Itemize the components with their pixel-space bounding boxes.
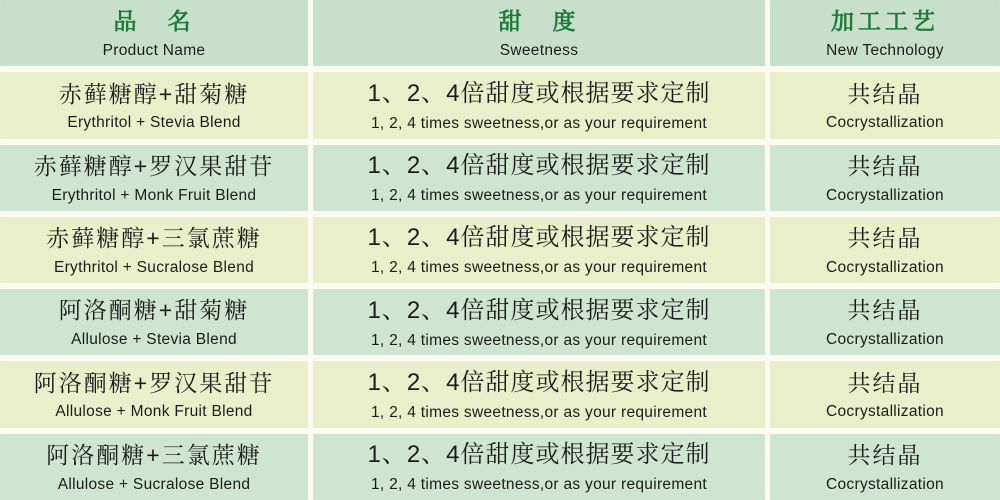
technology-cell <box>770 145 1000 211</box>
product-cell <box>0 72 308 138</box>
technology-en: Cocrystallization <box>826 114 944 132</box>
sweetness-zh: 1、2、4倍甜度或根据要求定制 <box>367 369 711 397</box>
product-cell <box>0 434 308 500</box>
product-name-zh: 阿洛酮糖+罗汉果甜苷 <box>33 369 275 396</box>
technology-en: Cocrystallization <box>826 258 944 276</box>
header-technology-en: New Technology <box>826 41 944 59</box>
technology-cell <box>770 434 1000 500</box>
sweetness-zh: 1、2、4倍甜度或根据要求定制 <box>367 224 711 252</box>
sweetness-cell <box>313 361 765 427</box>
sweetness-cell <box>313 145 765 211</box>
product-name-en: Allulose + Monk Fruit Blend <box>55 403 253 421</box>
product-name-zh: 赤藓糖醇+甜菊糖 <box>58 80 250 107</box>
sweetness-zh: 1、2、4倍甜度或根据要求定制 <box>367 152 711 180</box>
technology-zh: 共结晶 <box>847 441 923 468</box>
technology-zh: 共结晶 <box>847 225 923 252</box>
header-product-zh: 品 名 <box>113 8 195 35</box>
sweetness-en: 1, 2, 4 times sweetness,or as your requirement <box>371 476 707 494</box>
product-name-en: Allulose + Stevia Blend <box>71 331 237 349</box>
technology-cell <box>770 289 1000 355</box>
technology-zh: 共结晶 <box>847 297 923 324</box>
sweetness-cell <box>313 217 765 283</box>
product-name-en: Erythritol + Sucralose Blend <box>53 258 255 276</box>
product-name-en: Erythritol + Monk Fruit Blend <box>51 186 257 204</box>
sweetness-en: 1, 2, 4 times sweetness,or as your requirement <box>371 331 707 349</box>
header-cell-product <box>0 0 308 66</box>
product-cell <box>0 361 308 427</box>
sweetness-en: 1, 2, 4 times sweetness,or as your requirement <box>371 404 707 422</box>
technology-cell <box>770 217 1000 283</box>
technology-zh: 共结晶 <box>847 369 923 396</box>
header-cell-technology <box>770 0 1000 66</box>
product-cell <box>0 289 308 355</box>
technology-zh: 共结晶 <box>847 80 923 107</box>
technology-cell <box>770 72 1000 138</box>
product-name-zh: 赤藓糖醇+三氯蔗糖 <box>46 225 262 252</box>
product-cell <box>0 217 308 283</box>
header-sweetness-zh: 甜 度 <box>498 8 580 35</box>
header-cell-sweetness <box>313 0 765 66</box>
sweetness-zh: 1、2、4倍甜度或根据要求定制 <box>367 79 711 107</box>
header-sweetness-en: Sweetness <box>499 41 579 59</box>
sweetness-cell <box>313 289 765 355</box>
sweetness-en: 1, 2, 4 times sweetness,or as your requirement <box>371 259 707 277</box>
sweetness-zh: 1、2、4倍甜度或根据要求定制 <box>367 296 711 324</box>
technology-en: Cocrystallization <box>826 331 944 349</box>
sweetness-cell <box>313 72 765 138</box>
technology-en: Cocrystallization <box>826 403 944 421</box>
product-cell <box>0 145 308 211</box>
product-name-zh: 赤藓糖醇+罗汉果甜苷 <box>33 152 275 179</box>
header-technology-zh: 加工工艺 <box>831 8 939 35</box>
sweetness-cell <box>313 434 765 500</box>
product-name-zh: 阿洛酮糖+甜菊糖 <box>58 297 250 324</box>
sweetness-en: 1, 2, 4 times sweetness,or as your requirement <box>371 114 707 132</box>
product-name-en: Allulose + Sucralose Blend <box>57 475 251 493</box>
header-product-en: Product Name <box>102 41 206 59</box>
technology-zh: 共结晶 <box>847 152 923 179</box>
technology-en: Cocrystallization <box>826 186 944 204</box>
technology-cell <box>770 361 1000 427</box>
product-name-en: Erythritol + Stevia Blend <box>67 114 241 132</box>
sweetness-en: 1, 2, 4 times sweetness,or as your requirement <box>371 187 707 205</box>
sweetness-zh: 1、2、4倍甜度或根据要求定制 <box>367 441 711 469</box>
product-name-zh: 阿洛酮糖+三氯蔗糖 <box>46 441 262 468</box>
technology-en: Cocrystallization <box>826 475 944 493</box>
